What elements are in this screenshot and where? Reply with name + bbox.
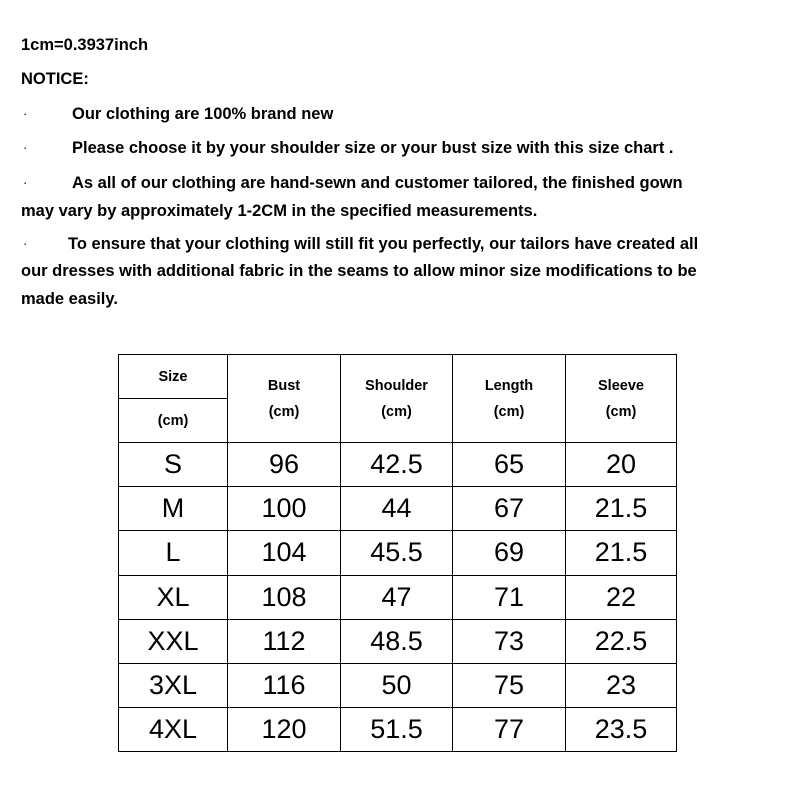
shoulder-cell: 51.5: [341, 708, 453, 752]
shoulder-cell: 44: [341, 487, 453, 531]
size-cell: M: [119, 487, 228, 531]
length-cell: 65: [453, 443, 566, 487]
bullet-glyph: ·: [23, 106, 28, 121]
table-row: [119, 619, 677, 663]
size-cell: XXL: [119, 619, 228, 663]
length-cell: 69: [453, 531, 566, 575]
length-cell: 73: [453, 619, 566, 663]
conversion-note: 1cm=0.3937inch: [21, 36, 149, 54]
length-cell: 67: [453, 487, 566, 531]
column-header-length: [453, 355, 566, 443]
sleeve-cell: 23: [566, 663, 677, 707]
notice-item: [21, 234, 781, 314]
shoulder-cell: 47: [341, 575, 453, 619]
column-header-shoulder: [341, 355, 453, 443]
notice-text: our dresses with additional fabric in the seams to allow minor size modifications to be: [21, 262, 697, 280]
table-row: [119, 575, 677, 619]
notice-text: Our clothing are 100% brand new: [72, 105, 334, 123]
length-cell: 77: [453, 708, 566, 752]
sleeve-cell: 23.5: [566, 708, 677, 752]
column-header-sleeve: [566, 355, 677, 443]
bullet-glyph: ·: [23, 140, 28, 155]
table-row: [119, 531, 677, 575]
size-cell: L: [119, 531, 228, 575]
column-header-bust: [228, 355, 341, 443]
bust-cell: 100: [228, 487, 341, 531]
notice-item: [21, 173, 781, 223]
notice-item: [21, 104, 781, 124]
size-cell: S: [119, 443, 228, 487]
column-header-unit: (cm): [268, 403, 300, 420]
size-cell: XL: [119, 575, 228, 619]
notice-text: To ensure that your clothing will still fit you perfectly, our tailors have created all: [68, 235, 699, 253]
size-cell: 4XL: [119, 708, 228, 752]
shoulder-cell: 45.5: [341, 531, 453, 575]
bust-cell: 108: [228, 575, 341, 619]
bust-cell: 120: [228, 708, 341, 752]
sleeve-cell: 22.5: [566, 619, 677, 663]
column-header-unit: (cm): [381, 403, 412, 420]
sleeve-cell: 22: [566, 575, 677, 619]
bust-cell: 116: [228, 663, 341, 707]
notice-text: Please choose it by your shoulder size or your bust size with this size chart .: [72, 139, 674, 157]
column-header-name: Shoulder: [365, 377, 428, 394]
size-header-label: Size: [119, 355, 227, 399]
column-header-name: Length: [484, 377, 534, 394]
table-row: [119, 443, 677, 487]
shoulder-cell: 42.5: [341, 443, 453, 487]
bust-cell: 96: [228, 443, 341, 487]
table-header-row: [119, 355, 677, 443]
shoulder-cell: 50: [341, 663, 453, 707]
size-header-unit: (cm): [157, 412, 189, 429]
sleeve-cell: 21.5: [566, 531, 677, 575]
table-row: [119, 663, 677, 707]
bullet-glyph: ·: [23, 175, 28, 190]
length-cell: 71: [453, 575, 566, 619]
notice-text: As all of our clothing are hand-sewn and customer tailored, the finished gown: [72, 174, 683, 192]
size-chart-table: [118, 354, 677, 752]
table-row: [119, 708, 677, 752]
notice-text: may vary by approximately 1-2CM in the specified measurements.: [21, 202, 538, 220]
sleeve-cell: 20: [566, 443, 677, 487]
length-cell: 75: [453, 663, 566, 707]
bullet-glyph: ·: [23, 236, 28, 251]
column-header-name: Sleeve: [598, 377, 644, 394]
size-cell: 3XL: [119, 663, 228, 707]
column-header-unit: (cm): [605, 403, 637, 420]
notice-text: made easily.: [21, 290, 118, 308]
notice-heading: NOTICE:: [21, 70, 89, 88]
bust-cell: 112: [228, 619, 341, 663]
notice-item: [21, 138, 781, 158]
table-row: [119, 487, 677, 531]
shoulder-cell: 48.5: [341, 619, 453, 663]
sleeve-cell: 21.5: [566, 487, 677, 531]
size-header-cell: [119, 355, 228, 443]
column-header-name: Bust: [267, 377, 301, 394]
bust-cell: 104: [228, 531, 341, 575]
column-header-unit: (cm): [493, 403, 525, 420]
